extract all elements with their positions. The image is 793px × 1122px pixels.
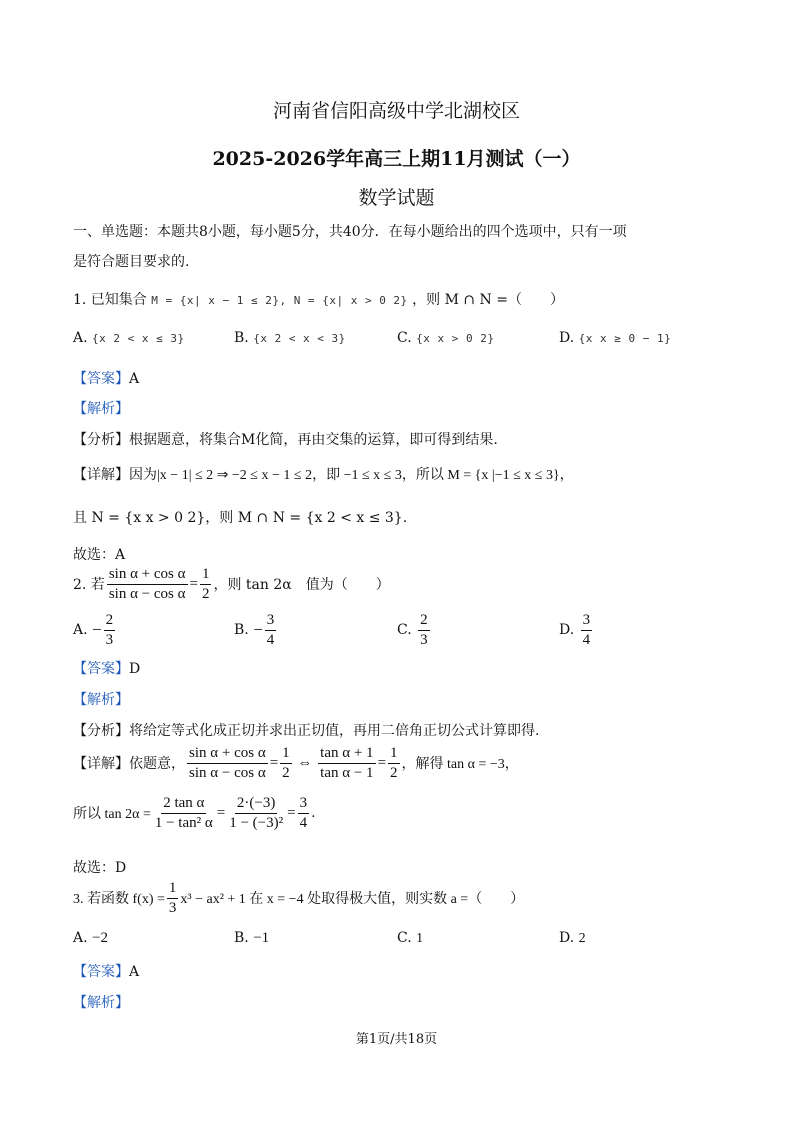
q3-option-c: C. 1 bbox=[397, 930, 424, 946]
section-intro-line1: 一、单选题：本题共8小题，每小题5分，共40分．在每小题给出的四个选项中，只有一项 bbox=[73, 224, 627, 240]
exam-title: 2025-2026学年高三上期11月测试（一） bbox=[212, 148, 581, 170]
q2-option-c: C. $\frac{2}{3}$ bbox=[397, 612, 428, 648]
q1-option-d: D. {x x ≥ 0 − 1} bbox=[559, 330, 672, 346]
page-footer: 第1页/共18页 bbox=[355, 1032, 438, 1047]
q2-solution: 所以 tan 2α = $\frac{\text{2 tan α}}{\text{1 − tan² α}}$ = $\frac{2\cdot(-3)}{\text{1 − (−3)²}}$ = $\frac{3}{4}$ . bbox=[73, 795, 316, 831]
q1-fenxi: 【分析】根据题意，将集合M化简，再由交集的运算，即可得到结果. bbox=[73, 432, 498, 448]
school-title: 河南省信阳高级中学北湖校区 bbox=[272, 100, 520, 122]
q3-option-d: D. 2 bbox=[559, 930, 586, 946]
q2-analysis-tag: 【解析】 bbox=[73, 692, 129, 708]
q1-option-b: B. {x 2 < x < 3} bbox=[234, 330, 346, 346]
q2-fraction: $\frac{\text{sin α + cos α}}{\text{sin α − cos α}}$ bbox=[108, 566, 186, 602]
q1-stem-suffix: ，则 M ∩ N =（ ） bbox=[412, 292, 564, 308]
q2-option-b: B. − $\frac{3}{4}$ bbox=[234, 612, 275, 648]
q2-detail: 【详解】 依题意， $\frac{\text{sin α + cos α}}{\text{sin α − cos α}}$ = $\frac{1}{2}$ ⇔ $\frac{\text{tan α + 1}}{\text{tan α − 1}}$ = $\frac{1}{2}$ ，解得 tan α = −3， bbox=[73, 745, 519, 781]
q3-option-b: B. −1 bbox=[234, 930, 270, 946]
q1-answer: 【答案】A bbox=[73, 371, 140, 387]
q1-analysis-tag: 【解析】 bbox=[73, 401, 129, 417]
q1-option-a: A. {x 2 < x ≤ 3} bbox=[73, 330, 185, 346]
q3-stem: 3. 若函数 f(x) = $\frac{1}{3}$ x³ − ax² + 1 在 x = −4 处取得极大值，则实数 a =（ ） bbox=[73, 880, 525, 916]
q2-fenxi: 【分析】将给定等式化成正切并求出正切值，再用二倍角正切公式计算即得. bbox=[73, 723, 540, 739]
q2-option-d: D. $\frac{3}{4}$ bbox=[559, 612, 591, 648]
q1-detail-1: 【详解】因为|x − 1| ≤ 2 ⇒ −2 ≤ x − 1 ≤ 2，即 −1 ≤ x ≤ 3，所以 M = {x |−1 ≤ x ≤ 3}， bbox=[73, 467, 574, 483]
section-intro-line2: 是符合题目要求的. bbox=[73, 254, 190, 270]
q1-stem-prefix: 1. 已知集合 bbox=[73, 292, 147, 308]
q3-option-a: A. −2 bbox=[73, 930, 108, 946]
q2-choose: 故选：D bbox=[73, 860, 127, 876]
q1-stem-sets: M = {x| x − 1 ≤ 2}, N = {x| x > 0 2} bbox=[151, 294, 408, 307]
subject-title: 数学试题 bbox=[358, 187, 435, 209]
q2-option-a: A. − $\frac{2}{3}$ bbox=[73, 612, 114, 648]
q2-answer: 【答案】D bbox=[73, 661, 141, 677]
q3-analysis-tag: 【解析】 bbox=[73, 995, 129, 1011]
q1-choose: 故选：A bbox=[73, 547, 126, 563]
q1-detail-2: 且 N = {x x > 0 2}，则 M ∩ N = {x 2 < x ≤ 3}. bbox=[73, 510, 408, 526]
q1-stem bbox=[73, 289, 564, 309]
q3-answer: 【答案】A bbox=[73, 964, 140, 980]
q2-stem: 2. 若 $\frac{\text{sin α + cos α}}{\text{sin α − cos α}}$ = $\frac{1}{2}$ ，则 tan 2α 值为（ ） bbox=[73, 566, 390, 602]
q1-option-c: C. {x x > 0 2} bbox=[397, 330, 495, 346]
